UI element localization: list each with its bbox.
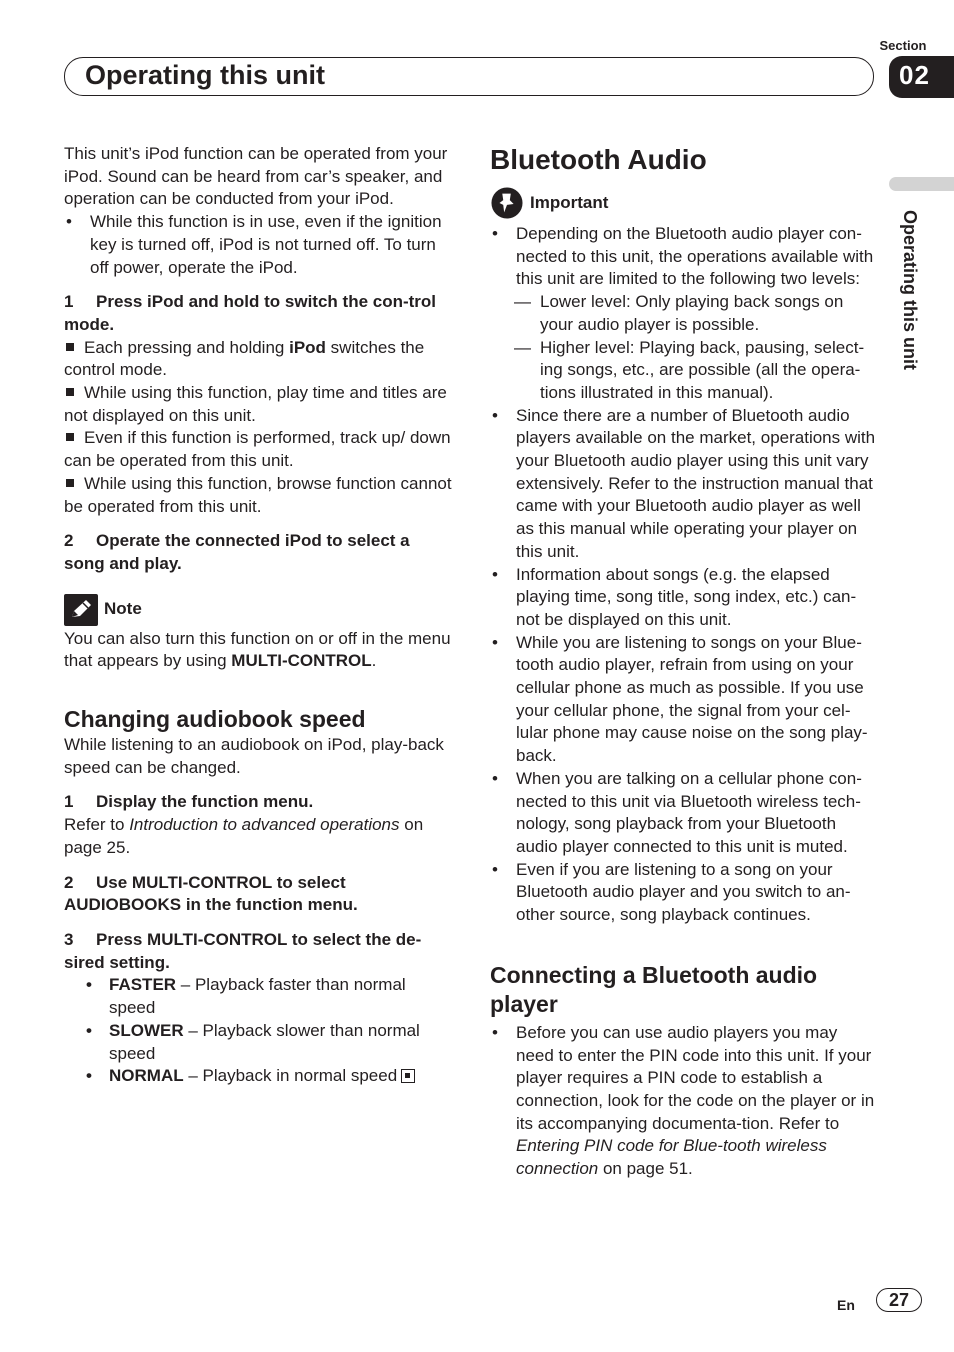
page-number: 27	[876, 1288, 922, 1312]
important-label: Important	[490, 187, 878, 219]
page-title: Operating this unit	[85, 60, 325, 90]
bt-bullet-1: • Depending on the Bluetooth audio player con-nected to this unit, the operations available with this unit are limited to the following two levels:	[490, 223, 878, 291]
bt-dash-2: — Higher level: Playing back, pausing, select-ing songs, etc., are possible (all the opera-tions illustrated in this manual).	[490, 337, 878, 405]
audiobook-step-3: 3 Press MULTI-CONTROL to select the de-sired setting.	[64, 929, 422, 972]
bt-bullet-2: • Since there are a number of Bluetooth audio players available on the market, operations with your Bluetooth audio player using this unit vary extensively. Refer to the instruction manual that came with your Bluetooth audio player as well as this manual while operating your player on this unit.	[490, 405, 878, 564]
step-1: 1 Press iPod and hold to switch the con-trol mode.	[64, 292, 437, 334]
option-normal: • NORMAL – Playback in normal speed	[64, 1065, 452, 1088]
bluetooth-audio-heading: Bluetooth Audio	[490, 144, 707, 175]
note-text: You can also turn this function on or off in the menu that appears by using MULTI-CONTROL.	[64, 628, 451, 671]
footer-language: En	[837, 1297, 855, 1313]
option-slower: • SLOWER – Playback slower than normal speed	[64, 1020, 452, 1065]
pencil-note-icon	[64, 594, 98, 626]
important-pin-icon	[490, 187, 524, 219]
section-number: 02	[899, 60, 930, 90]
bt-bullet-3: • Information about songs (e.g. the elapsed playing time, song title, song index, etc.) can-not be displayed on this unit.	[490, 564, 878, 632]
step-2: 2 Operate the connected iPod to select a song and play.	[64, 531, 410, 573]
square-bullet-icon	[66, 388, 74, 396]
intro-bullet: • While this function is in use, even if the ignition key is turned off, iPod is not turned off. To turn off power, operate the iPod.	[64, 211, 452, 279]
intro-paragraph: This unit’s iPod function can be operated from your iPod. Sound can be heard from car’s speaker, and operation can be conducted from your iPod.	[64, 144, 448, 209]
square-bullet-icon	[66, 479, 74, 487]
section-number-badge	[889, 56, 954, 98]
bt-bullet-4: • While you are listening to songs on your Blue-tooth audio player, refrain from using on your cellular phone as much as possible. If you use your cellular phone, the signal from your cel-lular phone may cause noise on the song play-back.	[490, 632, 878, 768]
left-column	[64, 143, 452, 1088]
page-title-bar	[64, 57, 874, 96]
audiobook-heading: Changing audiobook speed	[64, 706, 366, 733]
end-mark-icon	[401, 1069, 415, 1083]
option-faster: • FASTER – Playback faster than normal speed	[64, 974, 452, 1019]
audiobook-step-2: 2 Use MULTI-CONTROL to select AUDIOBOOKS in the function menu.	[64, 872, 358, 915]
step-1-note-1: Each pressing and holding iPod switches the control mode.	[64, 337, 425, 380]
audiobook-step-1: 1 Display the function menu.	[64, 792, 314, 812]
step-1-note-3: Even if this function is performed, track up/ down can be operated from this unit.	[64, 428, 451, 471]
side-tab-bar	[889, 177, 954, 191]
step-1-note-4: While using this function, browse function cannot be operated from this unit.	[64, 473, 452, 516]
step-1-note-2: While using this function, play time and titles are not displayed on this unit.	[64, 383, 447, 425]
connecting-heading: Connecting a Bluetooth audio player	[490, 961, 818, 1017]
section-label: Section	[879, 38, 927, 53]
audiobook-intro: While listening to an audiobook on iPod, play-back speed can be changed.	[64, 735, 444, 777]
square-bullet-icon	[66, 433, 74, 441]
connect-bullet-1: • Before you can use audio players you may need to enter the PIN code into this unit. If your player requires a PIN code to establish a connection, look for the code on the player or in its accompanying documenta-tion. Refer to Entering PIN code for Blue-tooth wireless connection on page 51.	[490, 1022, 878, 1181]
side-section-label: Operating this unit	[900, 210, 920, 370]
audiobook-step-1-ref: Refer to Introduction to advanced operations on page 25.	[64, 815, 424, 857]
bt-dash-1: — Lower level: Only playing back songs on your audio player is possible.	[490, 291, 878, 336]
bt-bullet-5: • When you are talking on a cellular phone con-nected to this unit via Bluetooth wireless tech-nology, song playback from your Bluetooth audio player connected to this unit is muted.	[490, 768, 878, 859]
note-label: Note	[64, 594, 452, 626]
right-column	[490, 143, 878, 1181]
square-bullet-icon	[66, 343, 74, 351]
bt-bullet-6: • Even if you are listening to a song on your Bluetooth audio player and you switch to an-other source, song playback continues.	[490, 859, 878, 927]
